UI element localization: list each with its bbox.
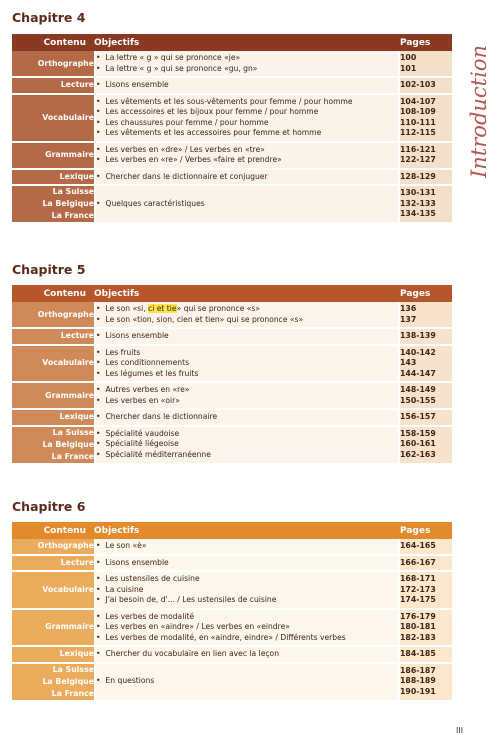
page-range: 101 [400, 63, 417, 73]
contenu-label: Vocabulaire [42, 358, 94, 368]
contenu-cell [12, 647, 94, 664]
objectif-item: • La cuisine [96, 585, 398, 596]
header-pages: Pages [400, 285, 452, 302]
objectif-item: • Les accessoires et les bijoux pour femme / pour homme [96, 107, 398, 118]
svg-text:Introduction: Introduction [467, 45, 491, 178]
header-objectifs: Objectifs [94, 285, 400, 302]
chapter-5-title: Chapitre 5 [12, 262, 86, 277]
header-contenu: Contenu [12, 522, 94, 539]
contenu-label: La Suisse [52, 664, 94, 674]
contenu-label: Lecture [60, 80, 94, 90]
objectif-item: • La lettre « g » qui se prononce «je» [96, 53, 398, 64]
page-range: 112-115 [400, 128, 436, 137]
chapter-6-title: Chapitre 6 [12, 499, 86, 514]
objectifs-cell [94, 302, 400, 329]
objectifs-cell [94, 143, 400, 170]
page-range: 134-135 [400, 209, 436, 219]
contenu-label: Orthographe [37, 58, 94, 68]
contenu-label: La France [51, 451, 94, 461]
objectif-item: • Spécialité vaudoise [96, 429, 398, 440]
row-orthographe [12, 539, 452, 556]
contenu-cell [12, 572, 94, 610]
contenu-label: Grammaire [45, 390, 94, 400]
objectif-item: • Les vêtements et les sous-vêtements pour femme / pour homme [96, 97, 398, 108]
page-range: 122-127 [400, 155, 436, 164]
pages-cell [400, 51, 452, 78]
contenu-cell [12, 51, 94, 78]
objectifs-cell [94, 186, 400, 224]
objectif-item: • La lettre « g » qui se prononce «gu, gn» [96, 64, 398, 75]
row-vocabulaire [12, 346, 452, 384]
objectifs-cell [94, 51, 400, 78]
pages-cell [400, 170, 452, 187]
objectif-item: • Chercher dans le dictionnaire et conjuguer [96, 172, 398, 183]
objectif-item: • Chercher dans le dictionnaire [96, 412, 398, 423]
objectif-item: • Lisons ensemble [96, 80, 398, 91]
contenu-label: Lexique [59, 412, 94, 422]
objectif-item: • Les verbes en «dre» / Les verbes en «tre» [96, 145, 398, 156]
row-lecture [12, 329, 452, 346]
row-grammaire [12, 610, 452, 648]
contenu-cell [12, 556, 94, 573]
page-range: 186-187 [400, 665, 436, 675]
pages-cell [400, 329, 452, 346]
header-objectifs: Objectifs [94, 522, 400, 539]
objectifs-cell [94, 410, 400, 427]
contenu-label: La Belgique [42, 439, 94, 449]
contenu-cell [12, 410, 94, 427]
header-pages: Pages [400, 522, 452, 539]
contenu-label: La Belgique [42, 676, 94, 686]
page-range: 160-161 [400, 439, 436, 449]
page-range: 156-157 [400, 412, 436, 421]
objectif-item: • Les légumes et les fruits [96, 369, 398, 380]
header-contenu: Contenu [12, 34, 94, 51]
contenu-label: Vocabulaire [42, 584, 94, 594]
objectif-item: • Les verbes de modalité [96, 612, 398, 623]
pages-cell [400, 610, 452, 648]
pages-cell [400, 539, 452, 556]
page-range: 158-159 [400, 428, 436, 438]
objectif-item: • Le son «è» [96, 541, 398, 552]
page-range: 143 [400, 358, 417, 367]
objectif-item: • Chercher du vocabulaire en lien avec la leçon [96, 649, 398, 660]
header-contenu: Contenu [12, 285, 94, 302]
contenu-label: Orthographe [37, 541, 94, 551]
pages-cell [400, 664, 452, 702]
row-lecture [12, 556, 452, 573]
objectif-item: • Spécialité méditerranéenne [96, 450, 398, 461]
page-range: 172-173 [400, 584, 436, 594]
pages-cell [400, 383, 452, 410]
contenu-label: Orthographe [37, 309, 94, 319]
header-pages: Pages [400, 34, 452, 51]
objectifs-cell [94, 329, 400, 346]
row-lecture [12, 78, 452, 95]
row-la-suisse [12, 427, 452, 465]
contenu-cell [12, 664, 94, 702]
pages-cell [400, 95, 452, 143]
objectif-item: • Les verbes en «oir» [96, 396, 398, 407]
contenu-label: Grammaire [45, 622, 94, 632]
contenu-label: Lecture [60, 331, 94, 341]
objectifs-cell [94, 647, 400, 664]
contenu-label: Lecture [60, 557, 94, 567]
page-range: 132-133 [400, 198, 436, 208]
contenu-label: La Suisse [52, 187, 94, 196]
objectifs-cell [94, 170, 400, 187]
row-lexique [12, 170, 452, 187]
row-vocabulaire [12, 95, 452, 143]
page-range: 130-131 [400, 188, 436, 198]
contenu-cell [12, 346, 94, 384]
page-range: 136 [400, 304, 417, 313]
pages-cell [400, 427, 452, 465]
objectif-item: • Les verbes en «aindre» / Les verbes en «eindre» [96, 622, 398, 633]
objectifs-cell [94, 95, 400, 143]
pages-cell [400, 143, 452, 170]
contenu-label: La Suisse [52, 427, 94, 437]
page-range: 166-167 [400, 557, 436, 567]
header-objectifs: Objectifs [94, 34, 400, 51]
objectifs-cell [94, 78, 400, 95]
contenu-label: Lexique [59, 171, 94, 181]
contenu-cell [12, 610, 94, 648]
contenu-cell [12, 302, 94, 329]
contenu-label: Lexique [59, 649, 94, 659]
page-range: 188-189 [400, 676, 436, 686]
objectif-item: • Quelques caractéristiques [96, 199, 398, 210]
contenu-cell [12, 143, 94, 170]
page-range: 102-103 [400, 80, 436, 89]
contenu-label: La France [51, 211, 94, 220]
page-range: 144-147 [400, 368, 436, 378]
objectif-item: • Les verbes en «re» / Verbes «faire et prendre» [96, 155, 398, 166]
contenu-label: La France [51, 688, 94, 698]
objectif-item: • Les ustensiles de cuisine [96, 574, 398, 585]
pages-cell [400, 346, 452, 384]
page-range: 128-129 [400, 171, 436, 181]
chapter-4-table [12, 34, 452, 224]
contenu-cell [12, 186, 94, 224]
page-range: 110-111 [400, 117, 436, 127]
page-range: 140-142 [400, 347, 436, 357]
highlight-mark: ci et tie [148, 304, 177, 313]
page-range: 100 [400, 53, 417, 62]
objectif-item: • J'ai besoin de, d'... / Les ustensiles de cuisine [96, 595, 398, 606]
objectifs-cell [94, 539, 400, 556]
chapter-4-title: Chapitre 4 [12, 10, 86, 25]
page-range: 190-191 [400, 686, 436, 696]
pages-cell [400, 410, 452, 427]
objectif-item: • Les chaussures pour femme / pour homme [96, 118, 398, 129]
objectifs-cell [94, 572, 400, 610]
objectifs-cell [94, 610, 400, 648]
contenu-cell [12, 427, 94, 465]
objectif-item: • Les fruits [96, 348, 398, 359]
objectif-item: • Autres verbes en «re» [96, 385, 398, 396]
pages-cell [400, 572, 452, 610]
page-range: 176-179 [400, 611, 436, 621]
contenu-cell [12, 329, 94, 346]
pages-cell [400, 302, 452, 329]
chapter-6-table [12, 522, 452, 702]
side-title [466, 40, 492, 180]
contenu-label: Grammaire [45, 150, 94, 159]
page-range: 162-163 [400, 449, 436, 459]
contenu-cell [12, 95, 94, 143]
page-number: III [456, 726, 464, 735]
objectif-item: • Les conditionnements [96, 358, 398, 369]
pages-cell [400, 647, 452, 664]
row-orthographe [12, 302, 452, 329]
objectif-item: • Les vêtements et les accessoires pour femme et homme [96, 128, 398, 139]
row-la-suisse [12, 186, 452, 224]
row-lexique [12, 410, 452, 427]
objectif-item: • En questions [96, 676, 398, 687]
objectifs-cell [94, 427, 400, 465]
objectif-item: • Lisons ensemble [96, 331, 398, 342]
contenu-cell [12, 383, 94, 410]
page-range: 137 [400, 314, 417, 324]
contenu-cell [12, 539, 94, 556]
pages-cell [400, 556, 452, 573]
pages-cell [400, 78, 452, 95]
row-orthographe [12, 51, 452, 78]
row-lexique [12, 647, 452, 664]
page-range: 150-155 [400, 395, 436, 405]
page-range: 184-185 [400, 649, 436, 658]
objectif-item: • Spécialité liégeoise [96, 439, 398, 450]
page-range: 138-139 [400, 331, 436, 340]
page-range: 174-175 [400, 595, 436, 604]
pages-cell [400, 186, 452, 224]
row-grammaire [12, 143, 452, 170]
page-range: 180-181 [400, 622, 436, 631]
contenu-cell [12, 78, 94, 95]
page-range: 168-171 [400, 574, 436, 583]
objectif-item: • Le son «si, ci et tie» qui se prononce «s» [96, 304, 398, 315]
page-range: 182-183 [400, 632, 436, 642]
objectifs-cell [94, 346, 400, 384]
objectif-item: • Les verbes de modalité, en «aindre, eindre» / Différents verbes [96, 633, 398, 644]
page-range: 104-107 [400, 96, 436, 106]
objectif-item: • Lisons ensemble [96, 558, 398, 569]
contenu-label: La Belgique [42, 199, 94, 208]
contenu-label: Vocabulaire [42, 112, 94, 122]
row-grammaire [12, 383, 452, 410]
contenu-cell [12, 170, 94, 187]
page-range: 148-149 [400, 385, 436, 394]
page-range: 116-121 [400, 144, 436, 154]
page-range: 108-109 [400, 107, 436, 116]
row-la-suisse [12, 664, 452, 702]
objectifs-cell [94, 383, 400, 410]
row-vocabulaire [12, 572, 452, 610]
page-range: 164-165 [400, 541, 436, 550]
objectif-item: • Le son «tion, sion, cien et tien» qui se prononce «s» [96, 315, 398, 326]
chapter-5-table [12, 285, 452, 465]
objectifs-cell [94, 556, 400, 573]
objectifs-cell [94, 664, 400, 702]
